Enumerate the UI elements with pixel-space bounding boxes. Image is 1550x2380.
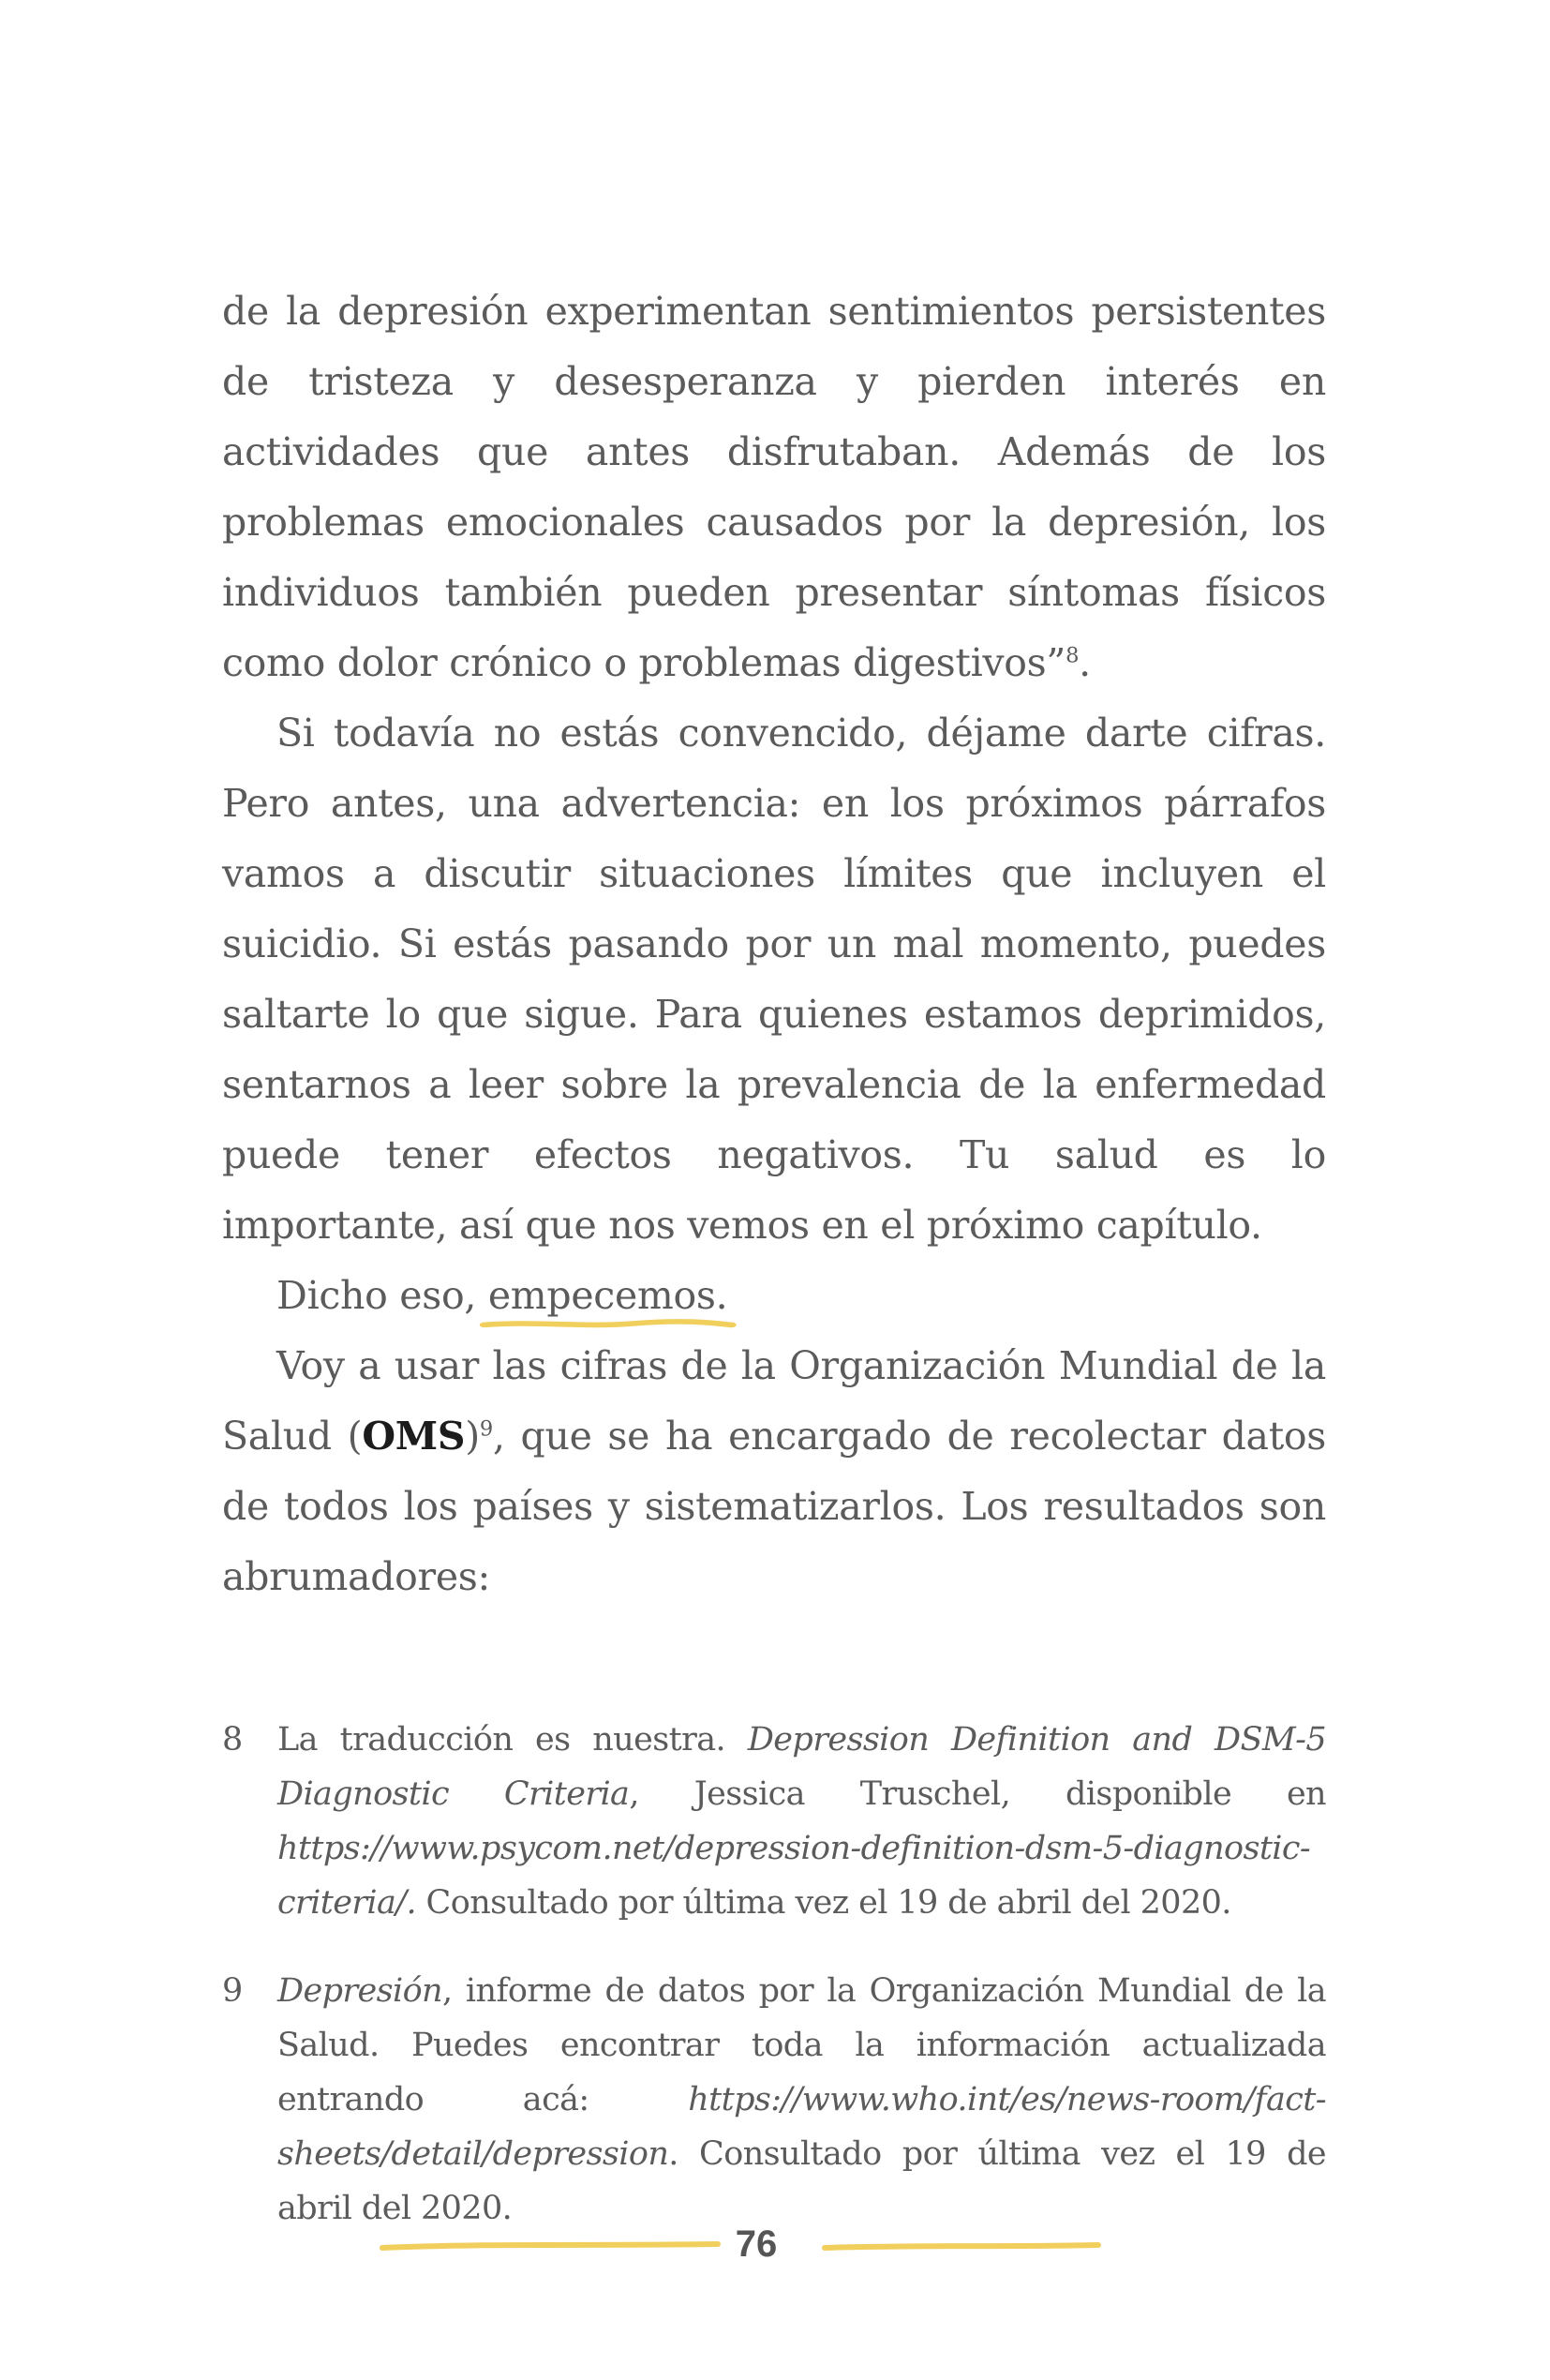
footnote-text: Depresión, informe de datos por la Organización Mundial de la Salud. Puedes encontrar toda la información actualizada entrando acá: https://www.who.int/es/news-room/fact-sheets/detail/depression. Consultado por última vez el 19 de abril del 2020. [277, 1972, 1326, 2227]
paragraph-4: Voy a usar las cifras de la Organización Mundial de la Salud (OMS)$^9$, que se ha encargado de recolectar datos de todos los países y sistematizarlos. Los resultados son abrumadores: [222, 1343, 1326, 1599]
yellow-underline [484, 1317, 732, 1330]
paragraph-1: de la depresión experimentan sentimientos persistentes de tristeza y desesperanza y pierden interés en actividades que antes disfrutaban. Además de los problemas emocionales causados por la depresión, los individuos también pueden presentar síntomas físicos como dolor crónico o problemas digestivos”$^8$. [222, 289, 1326, 685]
footnote-8 [222, 1713, 1326, 1930]
footnote-link: https://www.psycom.net/depression-definition-dsm-5-diagnostic-criteria/. [277, 1830, 1311, 1922]
footnote-number: 9 [222, 1972, 243, 2010]
footnotes [222, 1713, 1326, 2236]
footnote-number: 8 [222, 1721, 243, 1759]
footnote-link: https://www.who.int/es/news-room/fact-sheets/detail/depression [277, 2081, 1326, 2173]
paragraph-2: Si todavía no estás convencido, déjame darte cifras. Pero antes, una advertencia: en los próximos párrafos vamos a discutir situaciones límites que incluyen el suicidio. Si estás pasando por un mal momento, puedes saltarte lo que sigue. Para quienes estamos deprimidos, sentarnos a leer sobre la prevalencia de la enfermedad puede tener efectos negativos. Tu salud es lo importante, así que nos vemos en el próximo capítulo. [222, 711, 1326, 1248]
footnote-ref-9: 9 [479, 1416, 493, 1442]
main-text [222, 277, 1326, 1612]
footnote-ref-8: 8 [1066, 643, 1080, 668]
oms-acronym: OMS [362, 1414, 466, 1459]
footnote-9 [222, 1964, 1326, 2236]
footnote-text: La traducción es nuestra. Depression Definition and DSM-5 Diagnostic Criteria, Jessica Truschel, disponible en https://www.psycom.net/depression-definition-dsm-5-diagnostic-criteria/. Consultado por última vez el 19 de abril del 2020. [277, 1721, 1327, 1922]
highlighted-word: empecemos. [488, 1261, 728, 1331]
page-number: 76 [735, 2223, 778, 2265]
page-footer [375, 2212, 1106, 2278]
paragraph-3: Dicho eso, empecemos. [222, 1261, 1326, 1331]
